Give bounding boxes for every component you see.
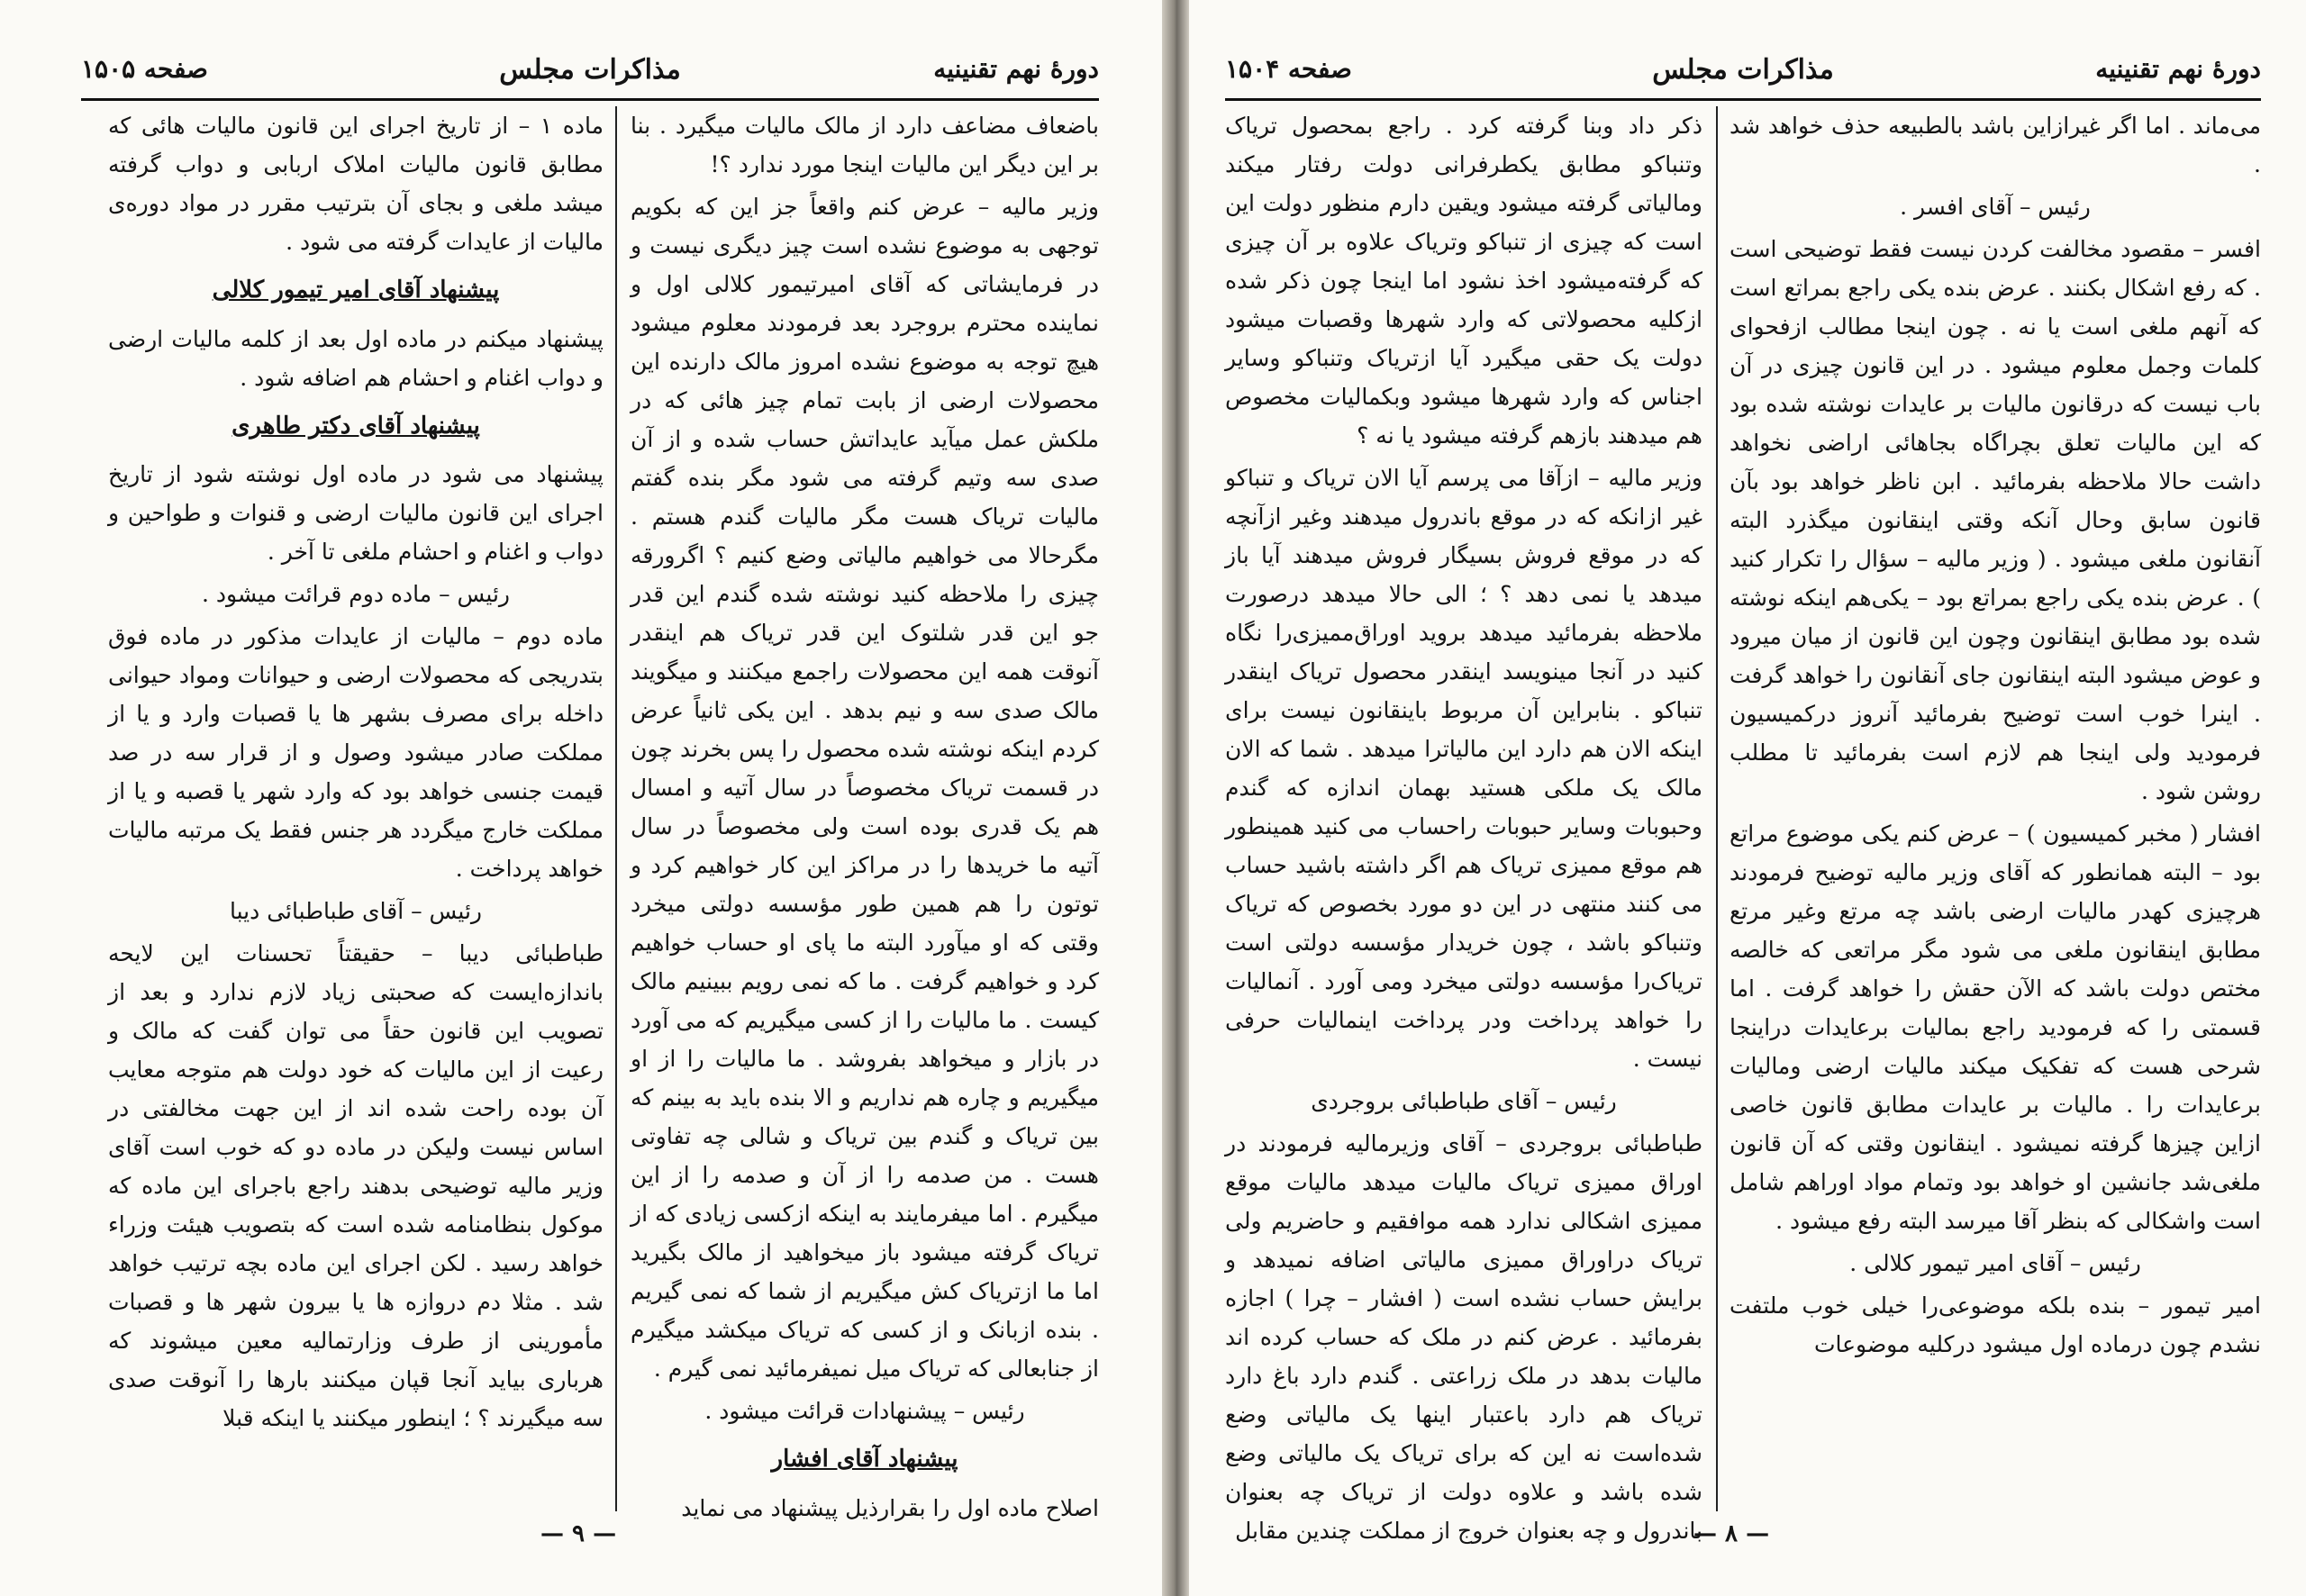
paragraph: ذکر داد وبنا گرفته کرد . راجع بمحصول تریاک وتنباکو مطابق یکطرفرانی دولت رفتار میکند ومالیاتی گرفته میشود ویقین دارم منظور دولت این است که چیزی از تنباکو وتریاک علاوه بر آن چیزی که گرفته‌میشود اخذ نشود اما اینجا چون ذکر شده ازکلیه محصولاتی که وارد شهرها وقصبات میشود دولت یک حقی میگیرد آیا ازتریاک وتنباکو وسایر اجناس که وارد شهرها میشود وبکمالیات مخصوص هم میدهند بازهم گرفته میشود یا نه ؟ (1225, 113, 1702, 449)
paragraph: افسر – مقصود مخالفت کردن نیست فقط توضیحی است . که رفع اشکال بکنند . عرض بنده یکی راجع بمراتع است که آنهم ملغی است یا نه . چون اینجا مطالب ازفحوای کلمات وجمل معلوم میشود . در این قانون چیزی در آن باب نیست که درقانون مالیات بر عایدات نوشته شده بود که این مالیات تعلق بچراگاه بجاهائی اراضی نخواهد داشت حالا ملاحظه بفرمائید . ابن ناظر خواهد بود بآن قانون سابق وحال آنکه وقتی اینقانون میگذرد البته آنقانون ملغی میشود . ( وزیر مالیه – سؤال را تکرار کنید ) . عرض بنده یکی راجع بمراتع بود – یکی‌هم اینکه نوشته شده بود مطابق اینقانون وچون این قانون از میان میرود و عوض میشود البته اینقانون جای آنقانون را خواهد گرفت . اینرا خوب است توضیح بفرمائید آنروز درکمیسیون فرمودید ولی اینجا هم لازم است بفرمائید تا مطلب روشن شود . (1730, 236, 2261, 804)
paragraph: افشار ( مخبر کمیسیون ) – عرض کنم یکی موضوع مراتع بود – البته همانطور که آقای وزیر مالیه توضیح فرمودند هرچیزی کهدر مالیات ارضی باشد چه مرتع وغیر مرتع مطابق اینقانون ملغی می شود مگر مراتعی که خالصه مختص دولت باشد که الآن حقش را خواهد گرفت . اما قسمتی را که فرمودید راجع بمالیات برعایدات دراینجا شرحی هست که تفکیک میکند مالیات ارضی ومالیات برعایدات را . مالیات بر عایدات مطابق قانون خاصی ازاین چیزها گرفته نمیشود . اینقانون وقتی که آن قانون ملغی‌شد جانشین او خواهد بود وتمام مواد اوراهم شامل است واشکالی که بنظر آقا میرسد البته رفع میشود . (1730, 821, 2261, 1234)
paragraph: امیر تیمور – بنده بلکه موضوعی‌را خیلی خوب ملتفت نشدم چون درماده اول میشود درکلیه موضوعات (1730, 1292, 2261, 1357)
left-page-header (81, 47, 1099, 101)
proposal-heading: پیشنهاد آقای امیر تیمور کلالی (212, 277, 500, 304)
session-label: دورهٔ نهم تقنینیه (2095, 54, 2261, 84)
paragraph: ماده دوم – مالیات از عایدات مذکور در ماده فوق بتدریجی که محصولات ارضی و حیوانات ومواد حیوانی داخله برای مصرف بشهر ها یا قصبات وارد و یا از مملکت صادر میشود وصول و از قرار سه در صد قیمت جنسی خواهد بود که وارد شهر یا قصبه و یا از مملکت خارج میگردد هر جنس فقط یک مرتبه مالیات خواهد پرداخت . (108, 623, 604, 883)
paragraph: پیشنهاد می شود در ماده اول نوشته شود از تاریخ اجرای این قانون مالیات ارضی و قنوات و طواحین و دواب و اغنام و احشام ملغی تا آخر . (108, 461, 604, 566)
paragraph: طباطبائی دیبا – حقیقتاً تحسنات این لایحه باندازه‌ایست که صحبتی زیاد لازم ندارد و بعد از تصویب این قانون حقاً می توان گفت که مالک و رعیت از این مالیات که خود دولت هم متوجه معایب آن بوده راحت شده اند از این جهت مخالفتی در اساس نیست ولیکن در ماده دو که خوب است آقای وزیر مالیه توضیحی بدهند راجع باجرای این ماده که موکول بنظامنامه شده است که بتصویب هیئت وزراء خواهد رسید . لکن اجرای این ماده بچه ترتیب خواهد شد . مثلا دم دروازه ها یا بیرون شهر ها و قصبات مأمورینی از طرف وزارتمالیه معین میشوند که هرباری بیاید آنجا قپان میکنند بارها را آنوقت صدی سه میگیرند ؟ ؛ اینطور میکنند یا اینکه قبلا (108, 940, 604, 1432)
paragraph: اصلاح ماده اول را بقرارذیل پیشنهاد می نماید (681, 1494, 1099, 1521)
speaker-line: رئیس – پیشنهادات قرائت میشود . (704, 1398, 1025, 1424)
right-page (1189, 0, 2306, 1596)
column-divider (1716, 106, 1718, 1511)
speaker-line: رئیس – آقای افسر . (1900, 194, 2091, 220)
right-page-header (1225, 47, 2261, 101)
page-number-label: صفحه ۱۵۰۴ (1225, 54, 1352, 84)
right-page-column-left (1225, 106, 1703, 1544)
book-gutter (1162, 0, 1189, 1596)
paragraph: طباطبائی بروجردی – آقای وزیرمالیه فرمودند در اوراق ممیزی تریاک مالیات میدهد مالیات موقع ممیزی اشکالی ندارد همه موافقیم و حاضریم ولی تریاک دراوراق ممیزی مالیاتی اضافه نمیدهد و برایش حساب نشده است ( افشار – چرا ) اجازه بفرمائید . عرض کنم در ملک که حساب کرده اند مالیات بدهد در ملک زراعتی . گندم دارد باغ دارد تریاک هم دارد باعتبار اینها یک مالیاتی وضع شده‌است نه این که برای تریاک یک مالیاتی وضع شده باشد و علاوه دولت از تریاک چه بعنوان باندرول و چه بعنوان خروج از مملکت چندین مقابل (1225, 1130, 1703, 1544)
right-page-column-right (1730, 106, 2261, 1511)
running-title: مذاکرات مجلس (499, 54, 681, 86)
paragraph: پیشنهاد میکنم در ماده اول بعد از کلمه مالیات ارضی و دواب اغنام و احشام هم اضافه شود . (108, 325, 604, 391)
speaker-line: رئیس – آقای طباطبائی بروجردی (1311, 1088, 1617, 1114)
proposal-heading: پیشنهاد آقای دکتر طاهری (232, 412, 480, 440)
speaker-line: رئیس – آقای طباطبائی دیبا (230, 898, 482, 925)
paragraph: ماده ۱ – از تاریخ اجرای این قانون مالیات هائی که مطابق قانون مالیات املاک اربابی و دواب گرفته میشد ملغی و بجای آن بترتیب مقرر در مواد دوره‌ی مالیات از عایدات گرفته می شود . (108, 113, 604, 255)
page-folio: — ۹ — (540, 1520, 617, 1547)
paragraph: باضعاف مضاعف دارد از مالک مالیات میگیرد . بنا بر این دیگر این مالیات اینجا مورد ندارد ؟! (631, 113, 1099, 177)
left-page-column-right (631, 106, 1099, 1521)
page-folio: — ۸ — (1693, 1520, 1770, 1547)
paragraph: می‌ماند . اما اگر غیرازاین باشد بالطبیعه حذف خواهد شد . (1730, 113, 2261, 177)
paragraph: وزیر مالیه – ازآقا می پرسم آیا الان تریاک و تنباکو غیر ازانکه که در موقع باندرول میدهند وغیر ازآنچه که در موقع فروش بسیگار فروش میدهند آیا باز میدهد یا نمی دهد ؟ ؛ الی حالا میدهد درصورت ملاحظه بفرمائید میدهد بروید اوراق‌ممیزی‌را نگاه کنید در آنجا مینویسد اینقدر محصول تریاک اینقدر تنباکو . بنابراین آن مربوط باینقانون نیست برای اینکه الان هم دارد این مالیاترا میدهد . شما که الان مالک یک ملکی هستید بهمان اندازه که گندم وحبوبات وسایر حبوبات راحساب می کنید همینطور هم موقع ممیزی تریاک هم اگر داشته باشید حساب می کنند منتهی در این دو مورد بخصوص که تریاک وتنباکو باشد ، چون خریدار مؤسسه دولتی است تریاک‌را مؤسسه دولتی میخرد ومی آورد . آنمالیات را خواهد پرداخت ودر پرداخت اینمالیات حرفی نیست . (1225, 465, 1702, 1072)
proposal-heading: پیشنهاد آقای افشار (771, 1446, 958, 1473)
speaker-line: رئیس – آقای امیر تیمور کلالی . (1849, 1250, 2141, 1276)
speech-finance-minister: وزیر مالیه – عرض کنم واقعاً جز این که بکویم توجهی به موضوع نشده است چیز دیگری نیست و در فرمایشاتی که آقای امیرتیمور کلالی اول و نماینده محترم بروجرد بعد فرمودند معلوم میشود هیچ توجه به موضوع نشده امروز مالک دارنده این محصولات ارضی از بابت تمام چیز هائی که در ملکش عمل میآید عایداتش حساب شده و از آن صدی سه وتیم گرفته می شود مگر بنده گفتم مالیات تریاک هست مگر مالیات گندم هستم . مگرحالا می خواهیم مالیاتی وضع کنیم ؟ اگرورقه چیزی را ملاحظه کنید نوشته شده گندم این قدر جو این قدر شلتوک این قدر تریاک هم اینقدر آنوقت همه این محصولات راجمع میکنند و میگویند مالک صدی سه و نیم بدهد . این یکی ثانیاً عرض کردم اینکه نوشته شده محصول را پس بخرند چون در قسمت تریاک مخصوصاً در سال آتیه و امسال هم یک قدری بوده است ولی مخصوصاً در سال آتیه ما خریدها را در مراکز این کار خواهیم کرد و توتون را هم همین طور مؤسسه دولتی میخرد وقتی که او میآورد البته ما پای او حساب خواهیم کرد و خواهیم گرفت . ما که نمی رویم ببینیم مالک کیست . ما مالیات را از کسی میگیریم که می آورد در بازار و میخواهد بفروشد . ما مالیات را از او میگیریم و چاره هم نداریم و الا بنده باید به بینم که بین تریاک و گندم بین تریاک و شالی چه تفاوتی هست . من صدمه را از آن و صدمه را از این میگیرم . اما میفرمایند به اینکه ازکسی زیادی که از تریاک گرفته میشود باز میخواهید از مالک بگیرید اما ما ازتریاک کش میگیریم از شما که نمی گیریم . بنده ازبانک و از کسی که تریاک میکشد میگیرم از جنابعالی که تریاک میل نمیفرمائید نمی گیرم . (631, 194, 1099, 1382)
running-title: مذاکرات مجلس (1652, 54, 1834, 86)
speaker-line: رئیس – ماده دوم قرائت میشود . (202, 581, 510, 608)
left-page-column-left (108, 106, 604, 1511)
session-label: دورهٔ نهم تقنینیه (933, 54, 1099, 84)
column-divider (615, 106, 617, 1511)
page-number-label: صفحه ۱۵۰۵ (81, 54, 208, 84)
